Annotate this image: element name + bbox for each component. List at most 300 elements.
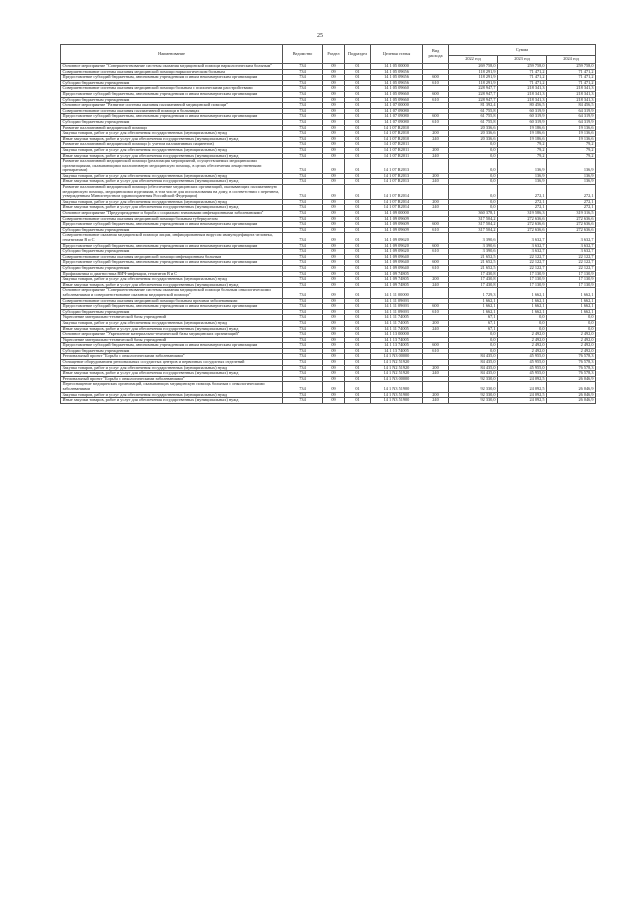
row-sum-2023-cell: 136,9 bbox=[498, 159, 547, 174]
row-razdel-cell: 09 bbox=[323, 222, 345, 228]
row-name-cell: Предоставление субсидий бюджетным, автономным учреждениям и иным некоммерческим организациям bbox=[61, 343, 283, 349]
row-name-cell: Региональный проект "Борьба с онкологическими заболеваниями" bbox=[61, 376, 283, 382]
row-name-cell: Развитие паллиативной медицинской помощи (обеспечение медицинских организаций, оказывающих паллиативную медицинскую помощь, медицинскими изделиями, в том числе для использования на дому, в соответствии с перечнем, утвержденным Министерством здравоохранения Российской Федерации) bbox=[61, 185, 283, 200]
row-podrazdel-cell: 01 bbox=[345, 205, 371, 211]
row-razdel-cell: 09 bbox=[323, 343, 345, 349]
row-sum-2024-cell: 71 471,2 bbox=[547, 80, 596, 86]
row-sum-2024-cell: 76 578,3 bbox=[547, 360, 596, 366]
row-podrazdel-cell: 01 bbox=[345, 243, 371, 249]
row-podrazdel-cell: 01 bbox=[345, 131, 371, 137]
row-razdel-cell: 09 bbox=[323, 243, 345, 249]
row-sum-2022-cell: 0,0 bbox=[449, 348, 498, 354]
row-podrazdel-cell: 01 bbox=[345, 233, 371, 243]
col-header-year-2024: 2024 год bbox=[547, 56, 596, 64]
page-number: 25 bbox=[317, 33, 323, 39]
row-razdel-cell: 09 bbox=[323, 173, 345, 179]
row-razdel-cell: 09 bbox=[323, 354, 345, 360]
col-header-podrazdel: Подраздел bbox=[345, 45, 371, 64]
row-vedomstvo-cell: 734 bbox=[283, 114, 323, 120]
row-sum-2023-cell: 259 758,0 bbox=[498, 64, 547, 70]
row-target-article-cell: 14 1 13 74005 bbox=[371, 348, 423, 354]
row-target-article-cell: 14 1 N3 51900 bbox=[371, 398, 423, 404]
row-sum-2024-cell: 136,9 bbox=[547, 173, 596, 179]
row-sum-2023-cell: 45 955,0 bbox=[498, 360, 547, 366]
row-sum-2024-cell: 272,1 bbox=[547, 205, 596, 211]
row-name-cell: Закупка товаров, работ и услуг для обеспечения государственных (муниципальных) нужд bbox=[61, 277, 283, 283]
row-target-article-cell: 14 1 07 R2014 bbox=[371, 205, 423, 211]
row-sum-2022-cell: 20 336,6 bbox=[449, 125, 498, 131]
row-podrazdel-cell: 01 bbox=[345, 97, 371, 103]
row-expense-type-cell: 200 bbox=[423, 277, 449, 283]
row-vedomstvo-cell: 734 bbox=[283, 69, 323, 75]
row-sum-2023-cell: 71 471,2 bbox=[498, 69, 547, 75]
row-sum-2024-cell: 1 662,1 bbox=[547, 304, 596, 310]
row-razdel-cell: 09 bbox=[323, 153, 345, 159]
row-target-article-cell: 14 1 11 00000 bbox=[371, 288, 423, 298]
table-row bbox=[61, 159, 596, 174]
row-sum-2022-cell: 0,0 bbox=[449, 185, 498, 200]
row-sum-2024-cell: 136,9 bbox=[547, 179, 596, 185]
row-sum-2024-cell: 0,0 bbox=[547, 315, 596, 321]
row-name-cell: Иные закупки товаров, работ и услуг для обеспечения государственных (муниципальных) нужд bbox=[61, 136, 283, 142]
row-name-cell: Иные закупки товаров, работ и услуг для обеспечения государственных (муниципальных) нужд bbox=[61, 179, 283, 185]
row-sum-2023-cell: 0,0 bbox=[498, 320, 547, 326]
row-expense-type-cell bbox=[423, 185, 449, 200]
row-sum-2023-cell: 272 636,6 bbox=[498, 227, 547, 233]
row-name-cell: Закупка товаров, работ и услуг для обеспечения государственных (муниципальных) нужд bbox=[61, 131, 283, 137]
row-sum-2023-cell: 1 662,1 bbox=[498, 288, 547, 298]
row-expense-type-cell: 600 bbox=[423, 114, 449, 120]
row-target-article-cell: 14 1 11 09693 bbox=[371, 304, 423, 310]
row-target-article-cell: 14 1 N3 51900 bbox=[371, 382, 423, 392]
row-expense-type-cell: 240 bbox=[423, 179, 449, 185]
row-podrazdel-cell: 01 bbox=[345, 309, 371, 315]
row-name-cell: Основное мероприятие "Совершенствование системы оказания медицинской помощи больным онкологическими заболеваниями и совершенствование оказания медицинской помощи" bbox=[61, 288, 283, 298]
row-vedomstvo-cell: 734 bbox=[283, 298, 323, 304]
row-target-article-cell: 14 1 N3 51900 bbox=[371, 392, 423, 398]
col-header-vedomstvo: Ведомство bbox=[283, 45, 323, 64]
row-sum-2023-cell: 60 319,9 bbox=[498, 108, 547, 114]
row-podrazdel-cell: 01 bbox=[345, 332, 371, 338]
row-sum-2022-cell: 20 336,6 bbox=[449, 136, 498, 142]
row-vedomstvo-cell: 734 bbox=[283, 222, 323, 228]
row-target-article-cell: 14 1 05 09660 bbox=[371, 91, 423, 97]
row-vedomstvo-cell: 734 bbox=[283, 271, 323, 277]
row-target-article-cell: 14 1 N2 51920 bbox=[371, 371, 423, 377]
row-name-cell: Оснащение оборудованием региональных сосудистых центров и первичных сосудистых отделений bbox=[61, 360, 283, 366]
row-sum-2022-cell: 17 430,8 bbox=[449, 282, 498, 288]
row-name-cell: Предоставление субсидий бюджетным, автономным учреждениям и иным некоммерческим организациям bbox=[61, 75, 283, 81]
row-razdel-cell: 09 bbox=[323, 86, 345, 92]
table-row bbox=[61, 398, 596, 404]
row-target-article-cell: 14 1 09 09620 bbox=[371, 233, 423, 243]
row-target-article-cell: 14 1 11 09693 bbox=[371, 298, 423, 304]
row-vedomstvo-cell: 734 bbox=[283, 332, 323, 338]
row-name-cell: Предоставление субсидий бюджетным, автономным учреждениям и иным некоммерческим организациям bbox=[61, 222, 283, 228]
row-expense-type-cell bbox=[423, 382, 449, 392]
row-razdel-cell: 09 bbox=[323, 211, 345, 217]
row-target-article-cell: 14 1 07 R2013 bbox=[371, 159, 423, 174]
row-razdel-cell: 09 bbox=[323, 125, 345, 131]
row-expense-type-cell bbox=[423, 233, 449, 243]
row-sum-2023-cell: 22 122,7 bbox=[498, 254, 547, 260]
row-sum-2024-cell: 2 492,0 bbox=[547, 332, 596, 338]
row-podrazdel-cell: 01 bbox=[345, 185, 371, 200]
row-sum-2023-cell: 24 092,5 bbox=[498, 382, 547, 392]
row-target-article-cell: 14 1 09 09620 bbox=[371, 243, 423, 249]
row-vedomstvo-cell: 734 bbox=[283, 320, 323, 326]
row-vedomstvo-cell: 734 bbox=[283, 365, 323, 371]
row-vedomstvo-cell: 734 bbox=[283, 315, 323, 321]
row-podrazdel-cell: 01 bbox=[345, 343, 371, 349]
row-sum-2023-cell: 1 662,1 bbox=[498, 304, 547, 310]
row-vedomstvo-cell: 734 bbox=[283, 119, 323, 125]
row-vedomstvo-cell: 734 bbox=[283, 211, 323, 217]
row-razdel-cell: 09 bbox=[323, 348, 345, 354]
row-sum-2023-cell: 60 319,9 bbox=[498, 119, 547, 125]
row-razdel-cell: 09 bbox=[323, 392, 345, 398]
row-expense-type-cell: 240 bbox=[423, 371, 449, 377]
row-target-article-cell: 14 1 09 09609 bbox=[371, 227, 423, 233]
row-sum-2023-cell: 24 092,5 bbox=[498, 376, 547, 382]
row-vedomstvo-cell: 734 bbox=[283, 288, 323, 298]
row-sum-2022-cell: 17 430,8 bbox=[449, 277, 498, 283]
row-razdel-cell: 09 bbox=[323, 298, 345, 304]
row-sum-2022-cell: 317 504,2 bbox=[449, 216, 498, 222]
row-name-cell: Совершенствование системы оказания медицинской помощи больным туберкулезом bbox=[61, 216, 283, 222]
row-vedomstvo-cell: 734 bbox=[283, 103, 323, 109]
row-sum-2022-cell: 0,0 bbox=[449, 147, 498, 153]
row-sum-2023-cell: 2 492,0 bbox=[498, 332, 547, 338]
row-expense-type-cell: 600 bbox=[423, 91, 449, 97]
row-sum-2022-cell: 3 390,6 bbox=[449, 249, 498, 255]
row-name-cell: Развитие паллиативной медицинской помощи bbox=[61, 125, 283, 131]
row-expense-type-cell: 240 bbox=[423, 398, 449, 404]
row-sum-2023-cell: 1 662,1 bbox=[498, 298, 547, 304]
row-name-cell: Совершенствование системы оказания медицинской помощи больным с психическими расстройствами bbox=[61, 86, 283, 92]
row-vedomstvo-cell: 734 bbox=[283, 254, 323, 260]
row-target-article-cell: 14 1 07 R2013 bbox=[371, 179, 423, 185]
row-sum-2022-cell: 0,0 bbox=[449, 337, 498, 343]
row-razdel-cell: 09 bbox=[323, 376, 345, 382]
row-podrazdel-cell: 01 bbox=[345, 326, 371, 332]
row-sum-2022-cell: 228 947,7 bbox=[449, 97, 498, 103]
row-sum-2022-cell: 360 378,1 bbox=[449, 211, 498, 217]
row-sum-2022-cell: 17 430,8 bbox=[449, 271, 498, 277]
row-sum-2024-cell: 218 341,3 bbox=[547, 86, 596, 92]
row-target-article-cell: 14 1 11 74005 bbox=[371, 326, 423, 332]
row-expense-type-cell: 200 bbox=[423, 173, 449, 179]
row-podrazdel-cell: 01 bbox=[345, 125, 371, 131]
row-podrazdel-cell: 01 bbox=[345, 360, 371, 366]
row-vedomstvo-cell: 734 bbox=[283, 371, 323, 377]
row-razdel-cell: 09 bbox=[323, 75, 345, 81]
row-podrazdel-cell: 01 bbox=[345, 371, 371, 377]
row-vedomstvo-cell: 734 bbox=[283, 86, 323, 92]
row-razdel-cell: 09 bbox=[323, 371, 345, 377]
row-sum-2024-cell: 19 136,6 bbox=[547, 131, 596, 137]
row-vedomstvo-cell: 734 bbox=[283, 249, 323, 255]
row-sum-2022-cell: 67,1 bbox=[449, 326, 498, 332]
row-vedomstvo-cell: 734 bbox=[283, 304, 323, 310]
row-sum-2022-cell: 21 652,5 bbox=[449, 260, 498, 266]
row-vedomstvo-cell: 734 bbox=[283, 282, 323, 288]
row-sum-2022-cell: 3 390,6 bbox=[449, 233, 498, 243]
row-razdel-cell: 09 bbox=[323, 382, 345, 392]
row-podrazdel-cell: 01 bbox=[345, 136, 371, 142]
row-vedomstvo-cell: 734 bbox=[283, 153, 323, 159]
row-sum-2024-cell: 71 471,2 bbox=[547, 75, 596, 81]
row-expense-type-cell bbox=[423, 159, 449, 174]
row-expense-type-cell: 240 bbox=[423, 136, 449, 142]
row-sum-2022-cell: 84 435,0 bbox=[449, 360, 498, 366]
row-sum-2022-cell: 0,0 bbox=[449, 142, 498, 148]
row-name-cell: Укрепление материально-технической базы учреждений bbox=[61, 337, 283, 343]
row-name-cell: Совершенствование системы оказания медицинской помощи наркологическим больным bbox=[61, 69, 283, 75]
row-sum-2022-cell: 67,1 bbox=[449, 320, 498, 326]
row-name-cell: Иные закупки товаров, работ и услуг для обеспечения государственных (муниципальных) нужд bbox=[61, 326, 283, 332]
row-name-cell: Основное мероприятие "Развитие системы оказания паллиативной медицинской помощи" bbox=[61, 103, 283, 109]
row-sum-2023-cell: 45 955,0 bbox=[498, 354, 547, 360]
row-razdel-cell: 09 bbox=[323, 119, 345, 125]
row-podrazdel-cell: 01 bbox=[345, 392, 371, 398]
row-sum-2023-cell: 79,2 bbox=[498, 142, 547, 148]
row-sum-2024-cell: 17 130,9 bbox=[547, 271, 596, 277]
row-sum-2022-cell: 118 291,9 bbox=[449, 69, 498, 75]
row-sum-2022-cell: 92 330,0 bbox=[449, 382, 498, 392]
row-sum-2023-cell: 272 636,6 bbox=[498, 216, 547, 222]
row-expense-type-cell: 240 bbox=[423, 205, 449, 211]
row-podrazdel-cell: 01 bbox=[345, 159, 371, 174]
row-vedomstvo-cell: 734 bbox=[283, 80, 323, 86]
row-sum-2023-cell: 71 471,2 bbox=[498, 75, 547, 81]
row-expense-type-cell: 600 bbox=[423, 343, 449, 349]
row-target-article-cell: 14 1 09 74805 bbox=[371, 271, 423, 277]
row-expense-type-cell: 610 bbox=[423, 249, 449, 255]
row-podrazdel-cell: 01 bbox=[345, 265, 371, 271]
row-vedomstvo-cell: 734 bbox=[283, 337, 323, 343]
row-sum-2022-cell: 228 947,7 bbox=[449, 91, 498, 97]
row-vedomstvo-cell: 734 bbox=[283, 354, 323, 360]
row-sum-2023-cell: 0,0 bbox=[498, 315, 547, 321]
row-razdel-cell: 09 bbox=[323, 304, 345, 310]
row-expense-type-cell: 600 bbox=[423, 222, 449, 228]
row-target-article-cell: 14 1 11 74005 bbox=[371, 315, 423, 321]
row-name-cell: Укрепление материально-технической базы учреждений bbox=[61, 315, 283, 321]
row-podrazdel-cell: 01 bbox=[345, 64, 371, 70]
row-name-cell: Субсидии бюджетным учреждениям bbox=[61, 348, 283, 354]
row-vedomstvo-cell: 734 bbox=[283, 309, 323, 315]
row-name-cell: Совершенствование системы оказания медицинской помощи больным прочими заболеваниями bbox=[61, 298, 283, 304]
row-razdel-cell: 09 bbox=[323, 288, 345, 298]
row-sum-2024-cell: 259 758,0 bbox=[547, 64, 596, 70]
row-target-article-cell: 14 1 09 09609 bbox=[371, 216, 423, 222]
row-sum-2024-cell: 0,0 bbox=[547, 326, 596, 332]
row-sum-2022-cell: 81 392,4 bbox=[449, 103, 498, 109]
row-podrazdel-cell: 01 bbox=[345, 86, 371, 92]
row-sum-2024-cell: 136,9 bbox=[547, 159, 596, 174]
row-expense-type-cell: 610 bbox=[423, 97, 449, 103]
row-vedomstvo-cell: 734 bbox=[283, 277, 323, 283]
row-target-article-cell: 14 1 07 R2014 bbox=[371, 185, 423, 200]
row-podrazdel-cell: 01 bbox=[345, 114, 371, 120]
row-sum-2022-cell: 84 435,0 bbox=[449, 371, 498, 377]
row-sum-2022-cell: 61 755,8 bbox=[449, 108, 498, 114]
row-razdel-cell: 09 bbox=[323, 249, 345, 255]
row-name-cell: Основное мероприятие "Совершенствование системы оказания медицинской помощи наркологическим больным" bbox=[61, 64, 283, 70]
row-vedomstvo-cell: 734 bbox=[283, 348, 323, 354]
row-razdel-cell: 09 bbox=[323, 227, 345, 233]
row-sum-2023-cell: 218 341,3 bbox=[498, 97, 547, 103]
row-name-cell: Иные закупки товаров, работ и услуг для обеспечения государственных (муниципальных) нужд bbox=[61, 282, 283, 288]
row-sum-2022-cell: 21 652,5 bbox=[449, 265, 498, 271]
row-sum-2022-cell: 0,0 bbox=[449, 205, 498, 211]
row-expense-type-cell: 240 bbox=[423, 326, 449, 332]
row-name-cell: Субсидии бюджетным учреждениям bbox=[61, 249, 283, 255]
row-podrazdel-cell: 01 bbox=[345, 260, 371, 266]
row-razdel-cell: 09 bbox=[323, 142, 345, 148]
row-expense-type-cell bbox=[423, 288, 449, 298]
row-target-article-cell: 14 1 05 09656 bbox=[371, 80, 423, 86]
row-sum-2023-cell: 60 319,9 bbox=[498, 114, 547, 120]
row-sum-2023-cell: 136,9 bbox=[498, 173, 547, 179]
row-sum-2024-cell: 64 319,9 bbox=[547, 119, 596, 125]
row-target-article-cell: 14 1 07 R2011 bbox=[371, 153, 423, 159]
row-podrazdel-cell: 01 bbox=[345, 271, 371, 277]
row-target-article-cell: 14 1 09 09640 bbox=[371, 254, 423, 260]
row-expense-type-cell: 240 bbox=[423, 282, 449, 288]
row-name-cell: Субсидии бюджетным учреждениям bbox=[61, 80, 283, 86]
row-expense-type-cell: 200 bbox=[423, 199, 449, 205]
row-name-cell: Субсидии бюджетным учреждениям bbox=[61, 227, 283, 233]
row-target-article-cell: 14 1 07 R2013 bbox=[371, 173, 423, 179]
row-target-article-cell: 14 1 13 00000 bbox=[371, 332, 423, 338]
row-sum-2023-cell: 19 186,6 bbox=[498, 125, 547, 131]
row-razdel-cell: 09 bbox=[323, 337, 345, 343]
row-sum-2024-cell: 76 578,3 bbox=[547, 365, 596, 371]
row-sum-2024-cell: 26 046,9 bbox=[547, 382, 596, 392]
row-sum-2022-cell: 0,0 bbox=[449, 179, 498, 185]
row-name-cell: Предоставление субсидий бюджетным, автономным учреждениям и иным некоммерческим организациям bbox=[61, 91, 283, 97]
table-row bbox=[61, 288, 596, 298]
row-podrazdel-cell: 01 bbox=[345, 304, 371, 310]
row-name-cell: Переоснащение медицинских организаций, оказывающих медицинскую помощь больным с онкологическими заболеваниями bbox=[61, 382, 283, 392]
row-sum-2024-cell: 22 122,7 bbox=[547, 260, 596, 266]
row-target-article-cell: 14 1 13 74005 bbox=[371, 343, 423, 349]
row-podrazdel-cell: 01 bbox=[345, 216, 371, 222]
row-name-cell: Иные закупки товаров, работ и услуг для обеспечения государственных (муниципальных) нужд bbox=[61, 205, 283, 211]
row-sum-2024-cell: 64 319,9 bbox=[547, 114, 596, 120]
row-name-cell: Закупка товаров, работ и услуг для обеспечения государственных (муниципальных) нужд bbox=[61, 173, 283, 179]
row-sum-2022-cell: 1 662,1 bbox=[449, 304, 498, 310]
row-name-cell: Предоставление субсидий бюджетным, автономным учреждениям и иным некоммерческим организациям bbox=[61, 114, 283, 120]
row-podrazdel-cell: 01 bbox=[345, 119, 371, 125]
row-podrazdel-cell: 01 bbox=[345, 75, 371, 81]
row-target-article-cell: 14 1 07 R2011 bbox=[371, 142, 423, 148]
row-name-cell: Закупка товаров, работ и услуг для обеспечения государственных (муниципальных) нужд bbox=[61, 147, 283, 153]
row-podrazdel-cell: 01 bbox=[345, 315, 371, 321]
row-razdel-cell: 09 bbox=[323, 277, 345, 283]
row-sum-2022-cell: 84 435,0 bbox=[449, 354, 498, 360]
row-razdel-cell: 09 bbox=[323, 114, 345, 120]
row-sum-2024-cell: 79,2 bbox=[547, 147, 596, 153]
row-vedomstvo-cell: 734 bbox=[283, 142, 323, 148]
row-razdel-cell: 09 bbox=[323, 233, 345, 243]
row-razdel-cell: 09 bbox=[323, 136, 345, 142]
row-sum-2024-cell: 319 316,5 bbox=[547, 211, 596, 217]
row-podrazdel-cell: 01 bbox=[345, 103, 371, 109]
row-sum-2024-cell: 26 046,9 bbox=[547, 376, 596, 382]
row-sum-2024-cell: 2 492,0 bbox=[547, 343, 596, 349]
row-vedomstvo-cell: 734 bbox=[283, 125, 323, 131]
row-sum-2022-cell: 67,1 bbox=[449, 315, 498, 321]
row-name-cell: Предоставление субсидий бюджетным, автономным учреждениям и иным некоммерческим организациям bbox=[61, 304, 283, 310]
row-razdel-cell: 09 bbox=[323, 332, 345, 338]
row-sum-2024-cell: 3 632,7 bbox=[547, 249, 596, 255]
row-vedomstvo-cell: 734 bbox=[283, 265, 323, 271]
row-razdel-cell: 09 bbox=[323, 271, 345, 277]
row-sum-2022-cell: 317 504,2 bbox=[449, 222, 498, 228]
row-target-article-cell: 14 1 09 09640 bbox=[371, 260, 423, 266]
table-row bbox=[61, 185, 596, 200]
row-sum-2024-cell: 17 130,9 bbox=[547, 277, 596, 283]
row-expense-type-cell: 200 bbox=[423, 320, 449, 326]
row-sum-2023-cell: 45 955,0 bbox=[498, 365, 547, 371]
row-vedomstvo-cell: 734 bbox=[283, 398, 323, 404]
row-podrazdel-cell: 01 bbox=[345, 254, 371, 260]
row-razdel-cell: 09 bbox=[323, 80, 345, 86]
row-name-cell: Субсидии бюджетным учреждениям bbox=[61, 97, 283, 103]
row-razdel-cell: 09 bbox=[323, 64, 345, 70]
row-name-cell: Субсидии бюджетным учреждениям bbox=[61, 265, 283, 271]
row-sum-2022-cell: 3 390,6 bbox=[449, 243, 498, 249]
row-podrazdel-cell: 01 bbox=[345, 91, 371, 97]
row-razdel-cell: 09 bbox=[323, 360, 345, 366]
row-vedomstvo-cell: 734 bbox=[283, 185, 323, 200]
row-name-cell: Закупка товаров, работ и услуг для обеспечения государственных (муниципальных) нужд bbox=[61, 365, 283, 371]
row-target-article-cell: 14 1 07 R2010 bbox=[371, 125, 423, 131]
row-sum-2022-cell: 92 330,0 bbox=[449, 398, 498, 404]
row-target-article-cell: 14 1 N2 51920 bbox=[371, 360, 423, 366]
row-podrazdel-cell: 01 bbox=[345, 337, 371, 343]
row-target-article-cell: 14 1 07 R2011 bbox=[371, 147, 423, 153]
row-razdel-cell: 09 bbox=[323, 320, 345, 326]
row-sum-2023-cell: 0,0 bbox=[498, 326, 547, 332]
row-vedomstvo-cell: 734 bbox=[283, 360, 323, 366]
row-sum-2023-cell: 17 130,9 bbox=[498, 271, 547, 277]
table-row bbox=[61, 382, 596, 392]
row-sum-2023-cell: 2 492,0 bbox=[498, 348, 547, 354]
row-vedomstvo-cell: 734 bbox=[283, 382, 323, 392]
row-podrazdel-cell: 01 bbox=[345, 173, 371, 179]
row-name-cell: Закупка товаров, работ и услуг для обеспечения государственных (муниципальных) нужд bbox=[61, 320, 283, 326]
row-podrazdel-cell: 01 bbox=[345, 354, 371, 360]
row-sum-2022-cell: 1 729,3 bbox=[449, 288, 498, 298]
row-vedomstvo-cell: 734 bbox=[283, 136, 323, 142]
row-sum-2024-cell: 76 578,3 bbox=[547, 371, 596, 377]
row-target-article-cell: 14 1 09 00000 bbox=[371, 211, 423, 217]
row-sum-2024-cell: 0,0 bbox=[547, 320, 596, 326]
row-sum-2024-cell: 26 046,9 bbox=[547, 398, 596, 404]
row-name-cell: Развитие паллиативной медицинской помощи (с учетом паллиативных пациентов) bbox=[61, 142, 283, 148]
row-target-article-cell: 14 1 N3 00000 bbox=[371, 354, 423, 360]
row-sum-2023-cell: 22 122,7 bbox=[498, 265, 547, 271]
row-vedomstvo-cell: 734 bbox=[283, 179, 323, 185]
row-expense-type-cell: 600 bbox=[423, 304, 449, 310]
row-target-article-cell: 14 1 09 09620 bbox=[371, 249, 423, 255]
row-sum-2023-cell: 1 662,1 bbox=[498, 309, 547, 315]
row-sum-2023-cell: 79,2 bbox=[498, 147, 547, 153]
